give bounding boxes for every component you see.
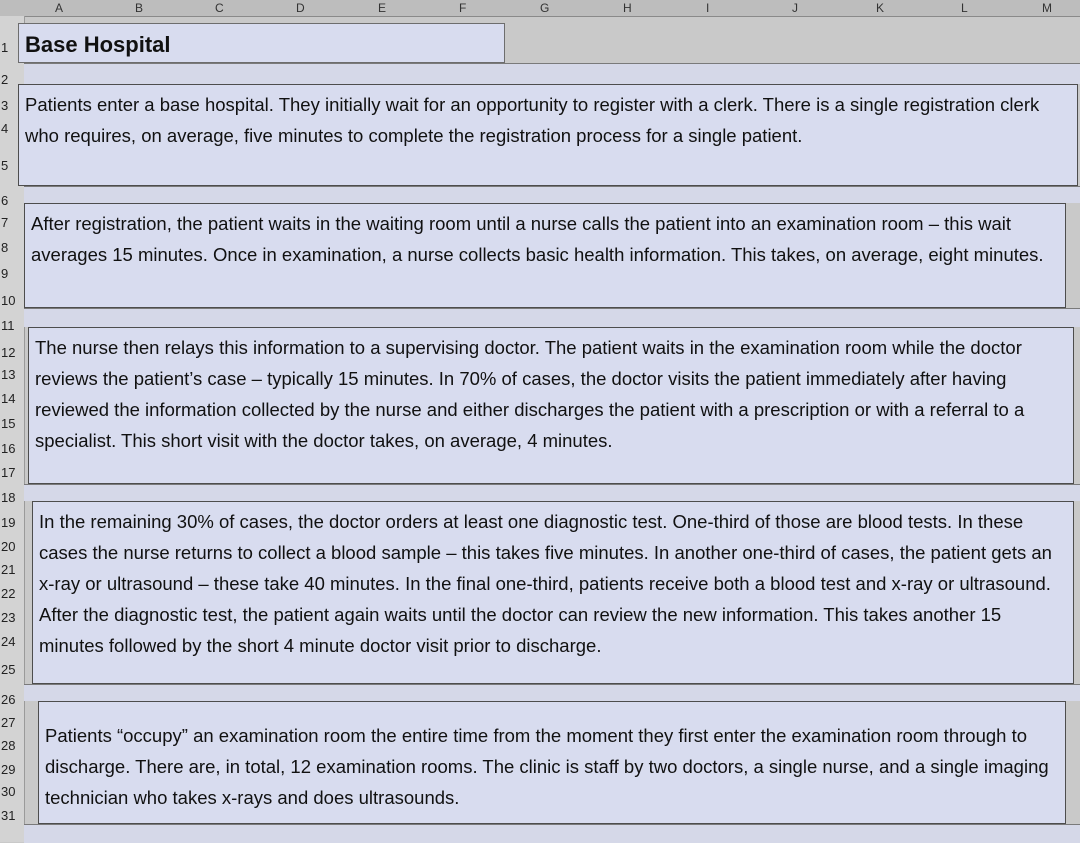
row-header-19[interactable]: 19 bbox=[1, 515, 16, 530]
paragraph-waiting-room: After registration, the patient waits in the waiting room until a nurse calls the patient into an examination room – this wait averages 15 minutes. Once in examination, a nurse collects basic health information. This takes, on average, eight minutes. bbox=[31, 213, 1044, 265]
empty-cell-row-6[interactable] bbox=[24, 186, 1080, 203]
title-text-box[interactable] bbox=[18, 23, 505, 63]
row-header-1[interactable]: 1 bbox=[1, 40, 9, 55]
page-title: Base Hospital bbox=[25, 32, 171, 57]
text-box-examination-rooms[interactable] bbox=[38, 701, 1066, 824]
paragraph-examination-rooms: Patients “occupy” an examination room the entire time from the moment they first enter the examination room through to discharge. There are, in total, 12 examination rooms. The clinic is staff by two doctors, a single nurse, and a single imaging technician who takes x-rays and does ultrasounds. bbox=[45, 725, 1049, 808]
row-header-17[interactable]: 17 bbox=[1, 465, 16, 480]
paragraph-doctor-review: The nurse then relays this information to a supervising doctor. The patient waits in the examination room while the doctor reviews the patient’s case – typically 15 minutes. In 70% of cases, the doctor visits the patient immediately after having reviewed the information collected by the nurse and either discharges the patient with a prescription or with a referral to a specialist. This short visit with the doctor takes, on average, 4 minutes. bbox=[35, 337, 1025, 451]
column-header-f[interactable]: F bbox=[459, 1, 467, 15]
column-header-j[interactable]: J bbox=[792, 1, 798, 15]
column-header-g[interactable]: G bbox=[540, 1, 550, 15]
row-header-31[interactable]: 31 bbox=[1, 808, 16, 823]
row-header-23[interactable]: 23 bbox=[1, 610, 16, 625]
row-header-6[interactable]: 6 bbox=[1, 193, 9, 208]
column-header-l[interactable]: L bbox=[961, 1, 968, 15]
row-header-27[interactable]: 27 bbox=[1, 715, 16, 730]
column-header-bar bbox=[0, 0, 1080, 17]
column-header-k[interactable]: K bbox=[876, 1, 885, 15]
row-header-4[interactable]: 4 bbox=[1, 121, 9, 136]
paragraph-diagnostic-tests: In the remaining 30% of cases, the doctor orders at least one diagnostic test. One-third of those are blood tests. In these cases the nurse returns to collect a blood sample – this takes five minutes. In another one-third of cases, the patient gets an x-ray or ultrasound – these take 40 minutes. In the final one-third, patients receive both a blood test and x-ray or ultrasound. After the diagnostic test, the patient again waits until the doctor can review the new information. This takes another 15 minutes followed by the short 4 minute doctor visit prior to discharge. bbox=[39, 511, 1052, 656]
column-header-d[interactable]: D bbox=[296, 1, 305, 15]
row-header-10[interactable]: 10 bbox=[1, 293, 16, 308]
row-header-30[interactable]: 30 bbox=[1, 784, 16, 799]
row-header-7[interactable]: 7 bbox=[1, 215, 9, 230]
text-box-doctor-review[interactable] bbox=[28, 327, 1074, 484]
row-header-26[interactable]: 26 bbox=[1, 692, 16, 707]
row-header-24[interactable]: 24 bbox=[1, 634, 16, 649]
row-header-2[interactable]: 2 bbox=[1, 72, 9, 87]
row-header-14[interactable]: 14 bbox=[1, 391, 16, 406]
column-header-b[interactable]: B bbox=[135, 1, 144, 15]
row-header-21[interactable]: 21 bbox=[1, 562, 16, 577]
empty-cell-row-2[interactable] bbox=[24, 63, 1080, 84]
text-box-registration[interactable] bbox=[18, 84, 1078, 186]
column-header-m[interactable]: M bbox=[1042, 1, 1052, 15]
row-header-8[interactable]: 8 bbox=[1, 240, 9, 255]
row-header-16[interactable]: 16 bbox=[1, 441, 16, 456]
row-header-25[interactable]: 25 bbox=[1, 662, 16, 677]
column-header-c[interactable]: C bbox=[215, 1, 224, 15]
empty-cell-row-18[interactable] bbox=[24, 484, 1080, 501]
column-header-i[interactable]: I bbox=[706, 1, 710, 15]
empty-cell-row-32[interactable] bbox=[24, 824, 1080, 843]
column-header-e[interactable]: E bbox=[378, 1, 387, 15]
row-header-11[interactable]: 11 bbox=[1, 318, 15, 333]
paragraph-registration: Patients enter a base hospital. They initially wait for an opportunity to register with a clerk. There is a single registration clerk who requires, on average, five minutes to complete the registration process for a single patient. bbox=[25, 94, 1040, 146]
row-header-28[interactable]: 28 bbox=[1, 738, 16, 753]
row-header-22[interactable]: 22 bbox=[1, 586, 16, 601]
text-box-diagnostic-tests[interactable] bbox=[32, 501, 1074, 684]
row-header-5[interactable]: 5 bbox=[1, 158, 9, 173]
row-header-3[interactable]: 3 bbox=[1, 98, 9, 113]
empty-cell-row-11[interactable] bbox=[24, 308, 1080, 327]
row-header-12[interactable]: 12 bbox=[1, 345, 16, 360]
row-header-18[interactable]: 18 bbox=[1, 490, 16, 505]
row-header-15[interactable]: 15 bbox=[1, 416, 16, 431]
row-header-29[interactable]: 29 bbox=[1, 762, 16, 777]
row-header-13[interactable]: 13 bbox=[1, 367, 16, 382]
row-header-9[interactable]: 9 bbox=[1, 266, 9, 281]
column-header-h[interactable]: H bbox=[623, 1, 632, 15]
empty-cell-row-26[interactable] bbox=[24, 684, 1080, 701]
column-header-a[interactable]: A bbox=[55, 1, 64, 15]
row-header-20[interactable]: 20 bbox=[1, 539, 16, 554]
text-box-waiting-room[interactable] bbox=[24, 203, 1066, 308]
